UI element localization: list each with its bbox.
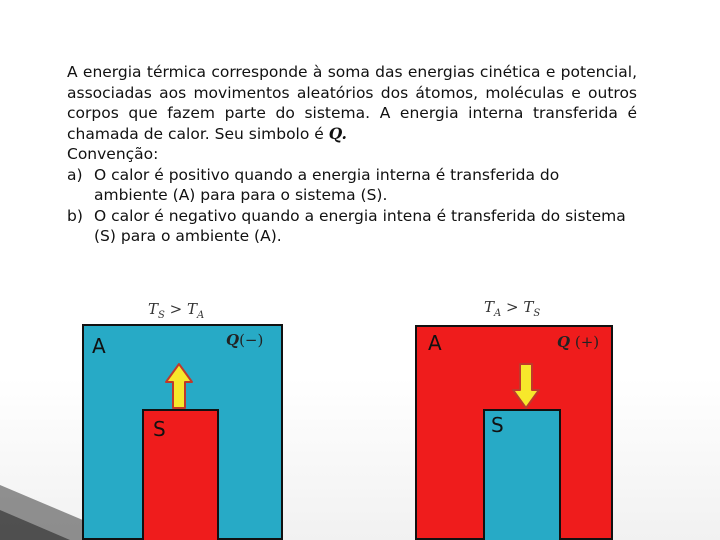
right-heat-label: Q (+) (557, 333, 600, 351)
intro-paragraph (67, 62, 637, 144)
explanation-text (67, 62, 637, 247)
heat-symbol: Q. (328, 123, 347, 143)
list-marker: a) (67, 165, 83, 184)
list-text: O calor é negativo quando a energia intena é transferida do sistema (S) para o ambiente (A). (94, 206, 626, 245)
convention-heading: Convenção: (67, 145, 159, 163)
left-heat-label: Q(−) (226, 331, 264, 349)
arrow-down-icon (511, 362, 541, 410)
list-text: O calor é positivo quando a energia interna é transferida do ambiente (A) para para o sistema (S). (94, 165, 560, 204)
left-temperature-condition: $T_S > T_A$ (148, 300, 205, 321)
right-ambient-label: A (428, 331, 442, 355)
right-temperature-condition: $T_A > T_S$ (484, 298, 541, 319)
list-item (67, 165, 637, 206)
left-ambient-label: A (92, 334, 106, 358)
list-item (67, 206, 637, 247)
arrow-up-icon (164, 362, 194, 410)
intro-text: A energia térmica corresponde à soma das energias cinética e potencial, associadas aos movimentos aleatórios dos átomos, moléculas e outros corpos que fazem parte do sistema. A energia interna transferida é chamada de calor. Seu simbolo é (67, 63, 637, 143)
list-marker: b) (67, 206, 83, 225)
left-system-label: S (153, 417, 166, 441)
right-system-label: S (491, 413, 504, 437)
